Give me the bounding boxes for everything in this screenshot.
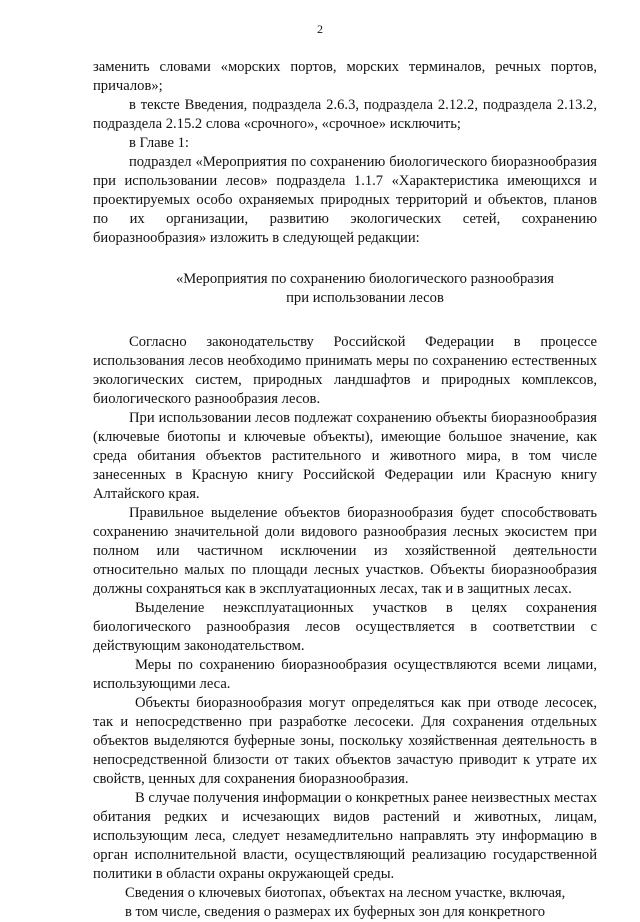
document-body bbox=[93, 58, 597, 922]
paragraph-buffer-zones: Объекты биоразнообразия могут определяться как при отводе лесосек, так и непосредственно при разработке лесосеки. Для сохранения отдельных объектов выделяются буферные зоны, поскольку хозяйственная деятельность в непосредственной близости от таких объектов зачастую приводит к утрате их свойств, ценных для сохранения биоразнообразия. bbox=[93, 695, 597, 787]
paragraph-correct-allocation: Правильное выделение объектов биоразнообразия будет способствовать сохранению значительной доли видового разнообразия лесных экосистем при полном или частичном исключении из хозяйственной деятельности относительно малых по площади лесных участков. Объекты биоразнообразия должны сохраняться как в эксплуатационных лесах, так и в защитных лесах. bbox=[93, 505, 597, 597]
paragraph-non-exploitation-sites: Выделение неэксплуатационных участков в целях сохранения биологического разнообразия лесов осуществляется в соответствии с действующим законодательством. bbox=[93, 600, 597, 654]
paragraph-subsection-intro: подраздел «Мероприятия по сохранению биологического биоразнообразия при использовании лесов» подраздела 1.1.7 «Характеристика имеющихся и проектируемых особо охраняемых природных территорий и объектов, планов по их организации, развитию экологических сетей, сохранению биоразнообразия» изложить в следующей редакции: bbox=[93, 154, 597, 246]
section-heading-line-1: «Мероприятия по сохранению биологического разнообразия bbox=[175, 271, 555, 287]
paragraph-chapter-1: в Главе 1: bbox=[129, 135, 189, 151]
paragraph-biodiversity-objects: При использовании лесов подлежат сохранению объекты биоразнообразия (ключевые биотопы и ключевые объекты), имеющие большое значение, как среда обитания объектов растительного и животного мира, в том числе занесенных в Красную книгу Российской Федерации или Красную книгу Алтайского края. bbox=[93, 410, 597, 502]
paragraph-exclude-words: в тексте Введения, подраздела 2.6.3, подраздела 2.12.2, подраздела 2.13.2, подраздела 2.15.2 слова «срочного», «срочное» исключить; bbox=[93, 97, 597, 132]
paragraph-legislation: Согласно законодательству Российской Федерации в процессе использования лесов необходимо принимать меры по сохранению естественных экологических систем, природных ландшафтов и природных комплексов, биологического разнообразия лесов. bbox=[93, 334, 597, 407]
paragraph-key-biotopes-line-2: в том числе, сведения о размерах их буферных зон для конкретного bbox=[125, 904, 546, 920]
paragraph-replace-words: заменить словами «морских портов, морских терминалов, речных портов, причалов»; bbox=[93, 59, 597, 94]
paragraph-habitat-information: В случае получения информации о конкретных ранее неизвестных местах обитания редких и исчезающих видов растений и животных, лицам, использующим леса, следует незамедлительно направлять эту информацию в орган исполнительной власти, осуществляющий реализацию государственной политики в области охраны окружающей среды. bbox=[93, 790, 598, 882]
paragraph-key-biotopes-line-1: Сведения о ключевых биотопах, объектах на лесном участке, включая, bbox=[125, 885, 566, 901]
section-heading bbox=[93, 270, 597, 308]
page-number: 2 bbox=[317, 22, 323, 36]
paragraph-key-biotopes bbox=[93, 884, 597, 922]
paragraph-measures: Меры по сохранению биоразнообразия осуществляются всеми лицами, использующими леса. bbox=[93, 657, 597, 692]
section-heading-line-2: при использовании лесов bbox=[286, 290, 444, 306]
